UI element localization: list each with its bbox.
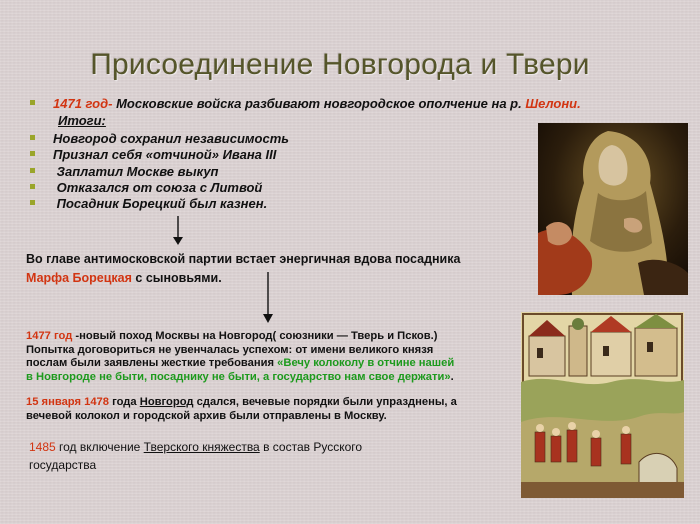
- bullet-item: [30, 131, 289, 146]
- quote-text: в Новгороде не быти, посаднику не быти, а государство нам свое держати»: [26, 370, 451, 383]
- bullet-marker: [30, 100, 35, 105]
- paragraph-end: .: [450, 370, 454, 383]
- paragraph-1478: [26, 396, 457, 423]
- bullet-item: [30, 196, 267, 211]
- paragraph-marfa: [26, 250, 460, 288]
- down-arrow-icon: [172, 216, 184, 246]
- paragraph-text: послам были заявлены жесткие требования: [26, 357, 278, 369]
- bullet-text: Отказался от союза с Литвой: [53, 180, 263, 195]
- bullet-item: [30, 180, 262, 195]
- paragraph-text: -новый поход Москвы на Новгород( союзники — Тверь и Псков.): [72, 330, 438, 342]
- quote-text: «Вечу колоколу в отчине нашей: [277, 357, 455, 369]
- paragraph-line: государства: [29, 458, 97, 472]
- bullet-text: Московские войска разбивают новгородское ополчение на р.: [112, 96, 526, 111]
- marfa-name: Марфа Борецкая: [26, 271, 132, 285]
- paragraph-line: [29, 438, 362, 456]
- bullet-text: Признал себя «отчиной» Ивана III: [53, 147, 277, 162]
- bullet-text: Новгород сохранил независимость: [53, 131, 289, 146]
- page-title: Присоединение Новгорода и Твери: [90, 48, 590, 81]
- paragraph-line: [26, 330, 454, 344]
- results-label-text: Итоги:: [58, 113, 106, 128]
- bullet-1471: [30, 96, 581, 111]
- year-1485: 1485: [29, 440, 56, 454]
- bullet-marker: [30, 168, 35, 173]
- paragraph-text: сдался, вечевые порядки были упразднены, а: [193, 396, 457, 408]
- bullet-marker: [30, 184, 35, 189]
- paragraph-1477: [26, 330, 454, 384]
- paragraph-line: [26, 371, 454, 385]
- bullet-date: 1471 год-: [53, 96, 113, 111]
- bullet-text: Посадник Борецкий был казнен.: [53, 196, 268, 211]
- date-1477: 1477 год: [26, 330, 73, 342]
- paragraph-line: Во главе антимосковской партии встает энергичная вдова посадника: [26, 252, 461, 266]
- bullet-item: [30, 147, 276, 162]
- paragraph-line: Попытка договориться не увенчалась успехом: от имени великого князя: [26, 343, 434, 356]
- paragraph-line: вечевой колокол и городской архив были отправлены в Москву.: [26, 409, 387, 422]
- novgorod-link[interactable]: Новгород: [139, 396, 194, 408]
- paragraph-line: [26, 269, 460, 288]
- bullet-text: Заплатил Москве выкуп: [53, 164, 219, 179]
- bullet-marker: [30, 135, 35, 140]
- paragraph-line: [26, 357, 454, 371]
- bullet-item: [30, 164, 218, 179]
- paragraph-text: год включение: [55, 440, 144, 454]
- paragraph-1485: [29, 438, 362, 474]
- bullet-marker: [30, 151, 35, 156]
- bullet-place: Шелони.: [525, 96, 581, 111]
- novgorod-miniature-image: [521, 312, 684, 498]
- date-1478: 15 января 1478: [26, 396, 109, 408]
- results-label: [58, 113, 106, 128]
- paragraph-line: [26, 396, 457, 410]
- paragraph-rest: с сыновьями.: [131, 271, 222, 285]
- paragraph-text: года: [109, 396, 140, 408]
- bullet-marker: [30, 200, 35, 205]
- tver-principality-link[interactable]: Тверского княжества: [143, 440, 260, 454]
- paragraph-text: в состав Русского: [259, 440, 363, 454]
- marfa-painting-image: [538, 123, 688, 295]
